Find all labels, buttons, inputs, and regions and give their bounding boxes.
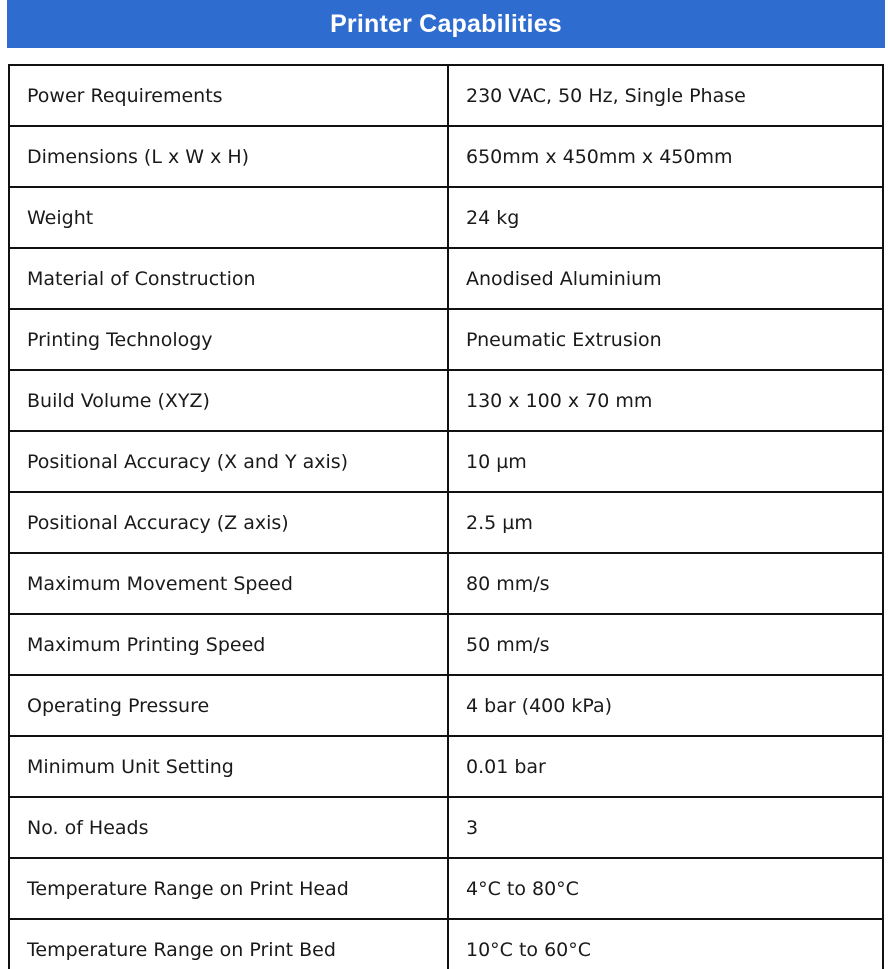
- spec-value: 3: [448, 797, 882, 858]
- spec-value: Pneumatic Extrusion: [448, 309, 882, 370]
- spec-value: 0.01 bar: [448, 736, 882, 797]
- table-row: [10, 370, 882, 431]
- spec-value: 10°C to 60°C: [448, 919, 882, 969]
- spec-value: Anodised Aluminium: [448, 248, 882, 309]
- spec-value: 2.5 µm: [448, 492, 882, 553]
- spec-value: 4°C to 80°C: [448, 858, 882, 919]
- table-row: [10, 553, 882, 614]
- spec-label: Minimum Unit Setting: [10, 736, 448, 797]
- spec-label: Build Volume (XYZ): [10, 370, 448, 431]
- spec-label: Power Requirements: [10, 66, 448, 126]
- spec-value: 230 VAC, 50 Hz, Single Phase: [448, 66, 882, 126]
- table-row: [10, 919, 882, 969]
- spec-value: 4 bar (400 kPa): [448, 675, 882, 736]
- spec-label: Maximum Printing Speed: [10, 614, 448, 675]
- spec-value: 10 µm: [448, 431, 882, 492]
- spec-label: Positional Accuracy (Z axis): [10, 492, 448, 553]
- spec-label: Temperature Range on Print Bed: [10, 919, 448, 969]
- page-title: Printer Capabilities: [7, 0, 885, 48]
- spec-label: Positional Accuracy (X and Y axis): [10, 431, 448, 492]
- spec-label: Operating Pressure: [10, 675, 448, 736]
- table-row: [10, 492, 882, 553]
- table-row: [10, 614, 882, 675]
- spec-value: 650mm x 450mm x 450mm: [448, 126, 882, 187]
- spec-value: 50 mm/s: [448, 614, 882, 675]
- table-row: [10, 431, 882, 492]
- table-row: [10, 248, 882, 309]
- spec-label: Material of Construction: [10, 248, 448, 309]
- table-row: [10, 675, 882, 736]
- spec-value: 24 kg: [448, 187, 882, 248]
- spec-label: Weight: [10, 187, 448, 248]
- table-row: [10, 736, 882, 797]
- table-row: [10, 797, 882, 858]
- spec-label: Maximum Movement Speed: [10, 553, 448, 614]
- table-row: [10, 126, 882, 187]
- capabilities-table-container: [8, 64, 884, 969]
- spec-label: Dimensions (L x W x H): [10, 126, 448, 187]
- spec-label: Printing Technology: [10, 309, 448, 370]
- spec-value: 80 mm/s: [448, 553, 882, 614]
- table-row: [10, 66, 882, 126]
- table-row: [10, 187, 882, 248]
- spec-value: 130 x 100 x 70 mm: [448, 370, 882, 431]
- capabilities-table: [10, 66, 882, 969]
- spec-label: No. of Heads: [10, 797, 448, 858]
- spec-label: Temperature Range on Print Head: [10, 858, 448, 919]
- table-row: [10, 858, 882, 919]
- table-row: [10, 309, 882, 370]
